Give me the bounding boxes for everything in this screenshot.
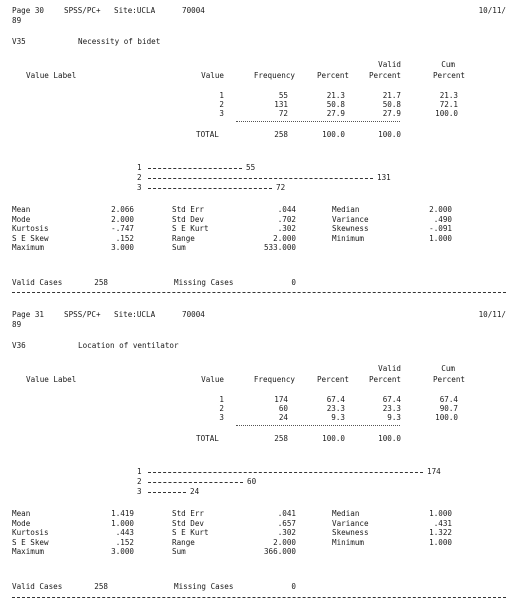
- page-break-rule-2: [12, 597, 506, 598]
- row-frequency: 60: [278, 404, 288, 413]
- stat-value: .443: [115, 528, 134, 537]
- histogram-bar: [148, 168, 242, 169]
- stat-value: .044: [277, 205, 296, 214]
- stat-label: Minimum: [332, 233, 365, 243]
- missing-cases-value: 0: [291, 582, 296, 591]
- row-frequency: 55: [278, 91, 288, 100]
- row-valid-percent: 21.7: [382, 91, 401, 100]
- row-cum-percent: 100.0: [435, 413, 458, 422]
- histogram-bar: [148, 188, 272, 189]
- stat-label: Kurtosis: [12, 224, 49, 233]
- stat-label: Mode: [12, 518, 31, 528]
- row-valid-percent: 23.3: [382, 404, 401, 413]
- col-value: Value: [201, 71, 224, 80]
- stat-value: 2.000: [429, 205, 452, 214]
- stat-label: Mean: [12, 509, 31, 518]
- histogram-count: 55: [246, 163, 256, 172]
- page-label: Page 31: [12, 310, 45, 319]
- total-label: TOTAL: [196, 130, 219, 139]
- col-percent: Percent: [316, 71, 349, 80]
- histogram-count: 131: [377, 173, 391, 182]
- row-frequency: 174: [274, 395, 288, 404]
- stat-value: 2.000: [111, 214, 134, 224]
- col-valid-percent: Percent: [368, 375, 401, 384]
- col-cum-percent: Percent: [432, 71, 465, 80]
- stat-value: -.747: [111, 224, 134, 233]
- page-label: Page 30: [12, 6, 45, 15]
- col-frequency: Frequency: [253, 375, 295, 384]
- stat-label: Std Err: [172, 205, 205, 214]
- date-line2: 89: [12, 16, 22, 25]
- page-break-rule: [12, 292, 506, 293]
- total-percent: 100.0: [322, 130, 345, 139]
- row-frequency: 131: [274, 100, 288, 109]
- histogram-value: 3: [137, 487, 142, 496]
- row-percent: 27.9: [326, 109, 345, 118]
- variable-label: Necessity of bidet: [78, 37, 161, 46]
- row-cum-percent: 100.0: [435, 109, 458, 118]
- row-valid-percent: 67.4: [382, 395, 401, 404]
- row-percent: 67.4: [326, 395, 345, 404]
- stat-value: 2.066: [111, 205, 134, 214]
- date-line1: 10/11/: [478, 6, 506, 15]
- row-cum-percent: 21.3: [439, 91, 458, 100]
- col-cum-top: Cum: [441, 364, 455, 373]
- missing-cases-label: Missing Cases: [174, 582, 234, 591]
- row-cum-percent: 72.1: [439, 100, 458, 109]
- histogram-count: 174: [427, 467, 441, 476]
- stat-label: Kurtosis: [12, 528, 49, 537]
- row-value: 1: [219, 395, 224, 404]
- histogram-bar: [148, 178, 373, 179]
- stat-value: 2.000: [273, 537, 296, 547]
- col-valid-top: Valid: [378, 364, 401, 373]
- stat-value: .302: [277, 528, 296, 537]
- stat-label: S E Skew: [12, 537, 49, 547]
- histogram-value: 2: [137, 173, 142, 182]
- stat-label: Skewness: [332, 224, 369, 233]
- col-cum-percent: Percent: [432, 375, 465, 384]
- row-valid-percent: 27.9: [382, 109, 401, 118]
- stat-value: 1.322: [429, 528, 452, 537]
- col-percent: Percent: [316, 375, 349, 384]
- stat-label: Skewness: [332, 528, 369, 537]
- col-valid-top: Valid: [378, 60, 401, 69]
- histogram-value: 1: [137, 467, 142, 476]
- site-id: 70004: [182, 310, 205, 319]
- total-label: TOTAL: [196, 434, 219, 443]
- col-valid-percent: Percent: [368, 71, 401, 80]
- col-value-label: Value Label: [26, 71, 77, 80]
- stat-value: 1.000: [429, 233, 452, 243]
- row-cum-percent: 90.7: [439, 404, 458, 413]
- stat-label: Std Err: [172, 509, 205, 518]
- stat-value: 366.000: [263, 547, 296, 556]
- histogram-value: 3: [137, 183, 142, 192]
- stat-label: Maximum: [12, 547, 45, 556]
- row-percent: 21.3: [326, 91, 345, 100]
- stat-value: 1.000: [429, 537, 452, 547]
- stat-value: 2.000: [273, 233, 296, 243]
- row-percent: 23.3: [326, 404, 345, 413]
- stat-label: Variance: [332, 518, 369, 528]
- row-value: 2: [219, 404, 224, 413]
- stat-label: Range: [172, 233, 195, 243]
- stat-label: Std Dev: [172, 518, 205, 528]
- stat-label: Minimum: [332, 537, 365, 547]
- stat-value: 1.419: [111, 509, 134, 518]
- histogram-count: 72: [276, 183, 286, 192]
- stat-label: S E Kurt: [172, 528, 209, 537]
- stat-label: Median: [332, 509, 360, 518]
- stat-label: S E Kurt: [172, 224, 209, 233]
- total-percent: 100.0: [322, 434, 345, 443]
- row-percent: 9.3: [331, 413, 345, 422]
- total-valid-percent: 100.0: [378, 434, 401, 443]
- stat-value: .152: [115, 233, 134, 243]
- stat-label: Median: [332, 205, 360, 214]
- missing-cases-label: Missing Cases: [174, 278, 234, 287]
- row-frequency: 72: [278, 109, 288, 118]
- row-cum-percent: 67.4: [439, 395, 458, 404]
- row-value: 3: [219, 413, 224, 422]
- histogram-bar: [148, 492, 186, 493]
- col-value: Value: [201, 375, 224, 384]
- stat-value: .041: [277, 509, 296, 518]
- missing-cases-value: 0: [291, 278, 296, 287]
- site-label: Site:UCLA: [114, 310, 156, 319]
- variable-code: V35: [12, 37, 26, 46]
- stat-value: 3.000: [111, 243, 134, 252]
- stat-value: 1.000: [429, 509, 452, 518]
- valid-cases-value: 258: [94, 582, 108, 591]
- stat-value: .152: [115, 537, 134, 547]
- stat-value: .657: [277, 518, 296, 528]
- row-value: 1: [219, 91, 224, 100]
- stat-label: Sum: [172, 243, 186, 252]
- row-frequency: 24: [278, 413, 288, 422]
- row-valid-percent: 9.3: [387, 413, 401, 422]
- stat-value: -.091: [429, 224, 452, 233]
- total-frequency: 258: [274, 434, 288, 443]
- stat-label: Mean: [12, 205, 31, 214]
- site-label: Site:UCLA: [114, 6, 156, 15]
- stat-label: Variance: [332, 214, 369, 224]
- stat-value: 3.000: [111, 547, 134, 556]
- table-rule: [236, 121, 400, 122]
- total-valid-percent: 100.0: [378, 130, 401, 139]
- col-value-label: Value Label: [26, 375, 77, 384]
- row-value: 2: [219, 100, 224, 109]
- histogram-value: 2: [137, 477, 142, 486]
- histogram-value: 1: [137, 163, 142, 172]
- row-percent: 50.8: [326, 100, 345, 109]
- stat-value: .702: [277, 214, 296, 224]
- col-cum-top: Cum: [441, 60, 455, 69]
- histogram-bar: [148, 482, 243, 483]
- stat-value: 533.000: [263, 243, 296, 252]
- program-name: SPSS/PC+: [64, 6, 101, 15]
- date-line2: 89: [12, 320, 22, 329]
- valid-cases-label: Valid Cases: [12, 582, 63, 591]
- valid-cases-value: 258: [94, 278, 108, 287]
- valid-cases-label: Valid Cases: [12, 278, 63, 287]
- stat-label: Sum: [172, 547, 186, 556]
- variable-code: V36: [12, 341, 26, 350]
- stat-label: S E Skew: [12, 233, 49, 243]
- stat-label: Mode: [12, 214, 31, 224]
- stat-label: Range: [172, 537, 195, 547]
- date-line1: 10/11/: [478, 310, 506, 319]
- row-valid-percent: 50.8: [382, 100, 401, 109]
- program-name: SPSS/PC+: [64, 310, 101, 319]
- histogram-bar: [148, 472, 423, 473]
- histogram-count: 24: [190, 487, 200, 496]
- col-frequency: Frequency: [253, 71, 295, 80]
- stat-label: Std Dev: [172, 214, 205, 224]
- table-rule: [236, 425, 400, 426]
- stat-value: 1.000: [111, 518, 134, 528]
- stat-label: Maximum: [12, 243, 45, 252]
- site-id: 70004: [182, 6, 205, 15]
- stat-value: .490: [433, 214, 452, 224]
- total-frequency: 258: [274, 130, 288, 139]
- stat-value: .302: [277, 224, 296, 233]
- variable-label: Location of ventilator: [78, 341, 179, 350]
- row-value: 3: [219, 109, 224, 118]
- stat-value: .431: [433, 518, 452, 528]
- histogram-count: 60: [247, 477, 257, 486]
